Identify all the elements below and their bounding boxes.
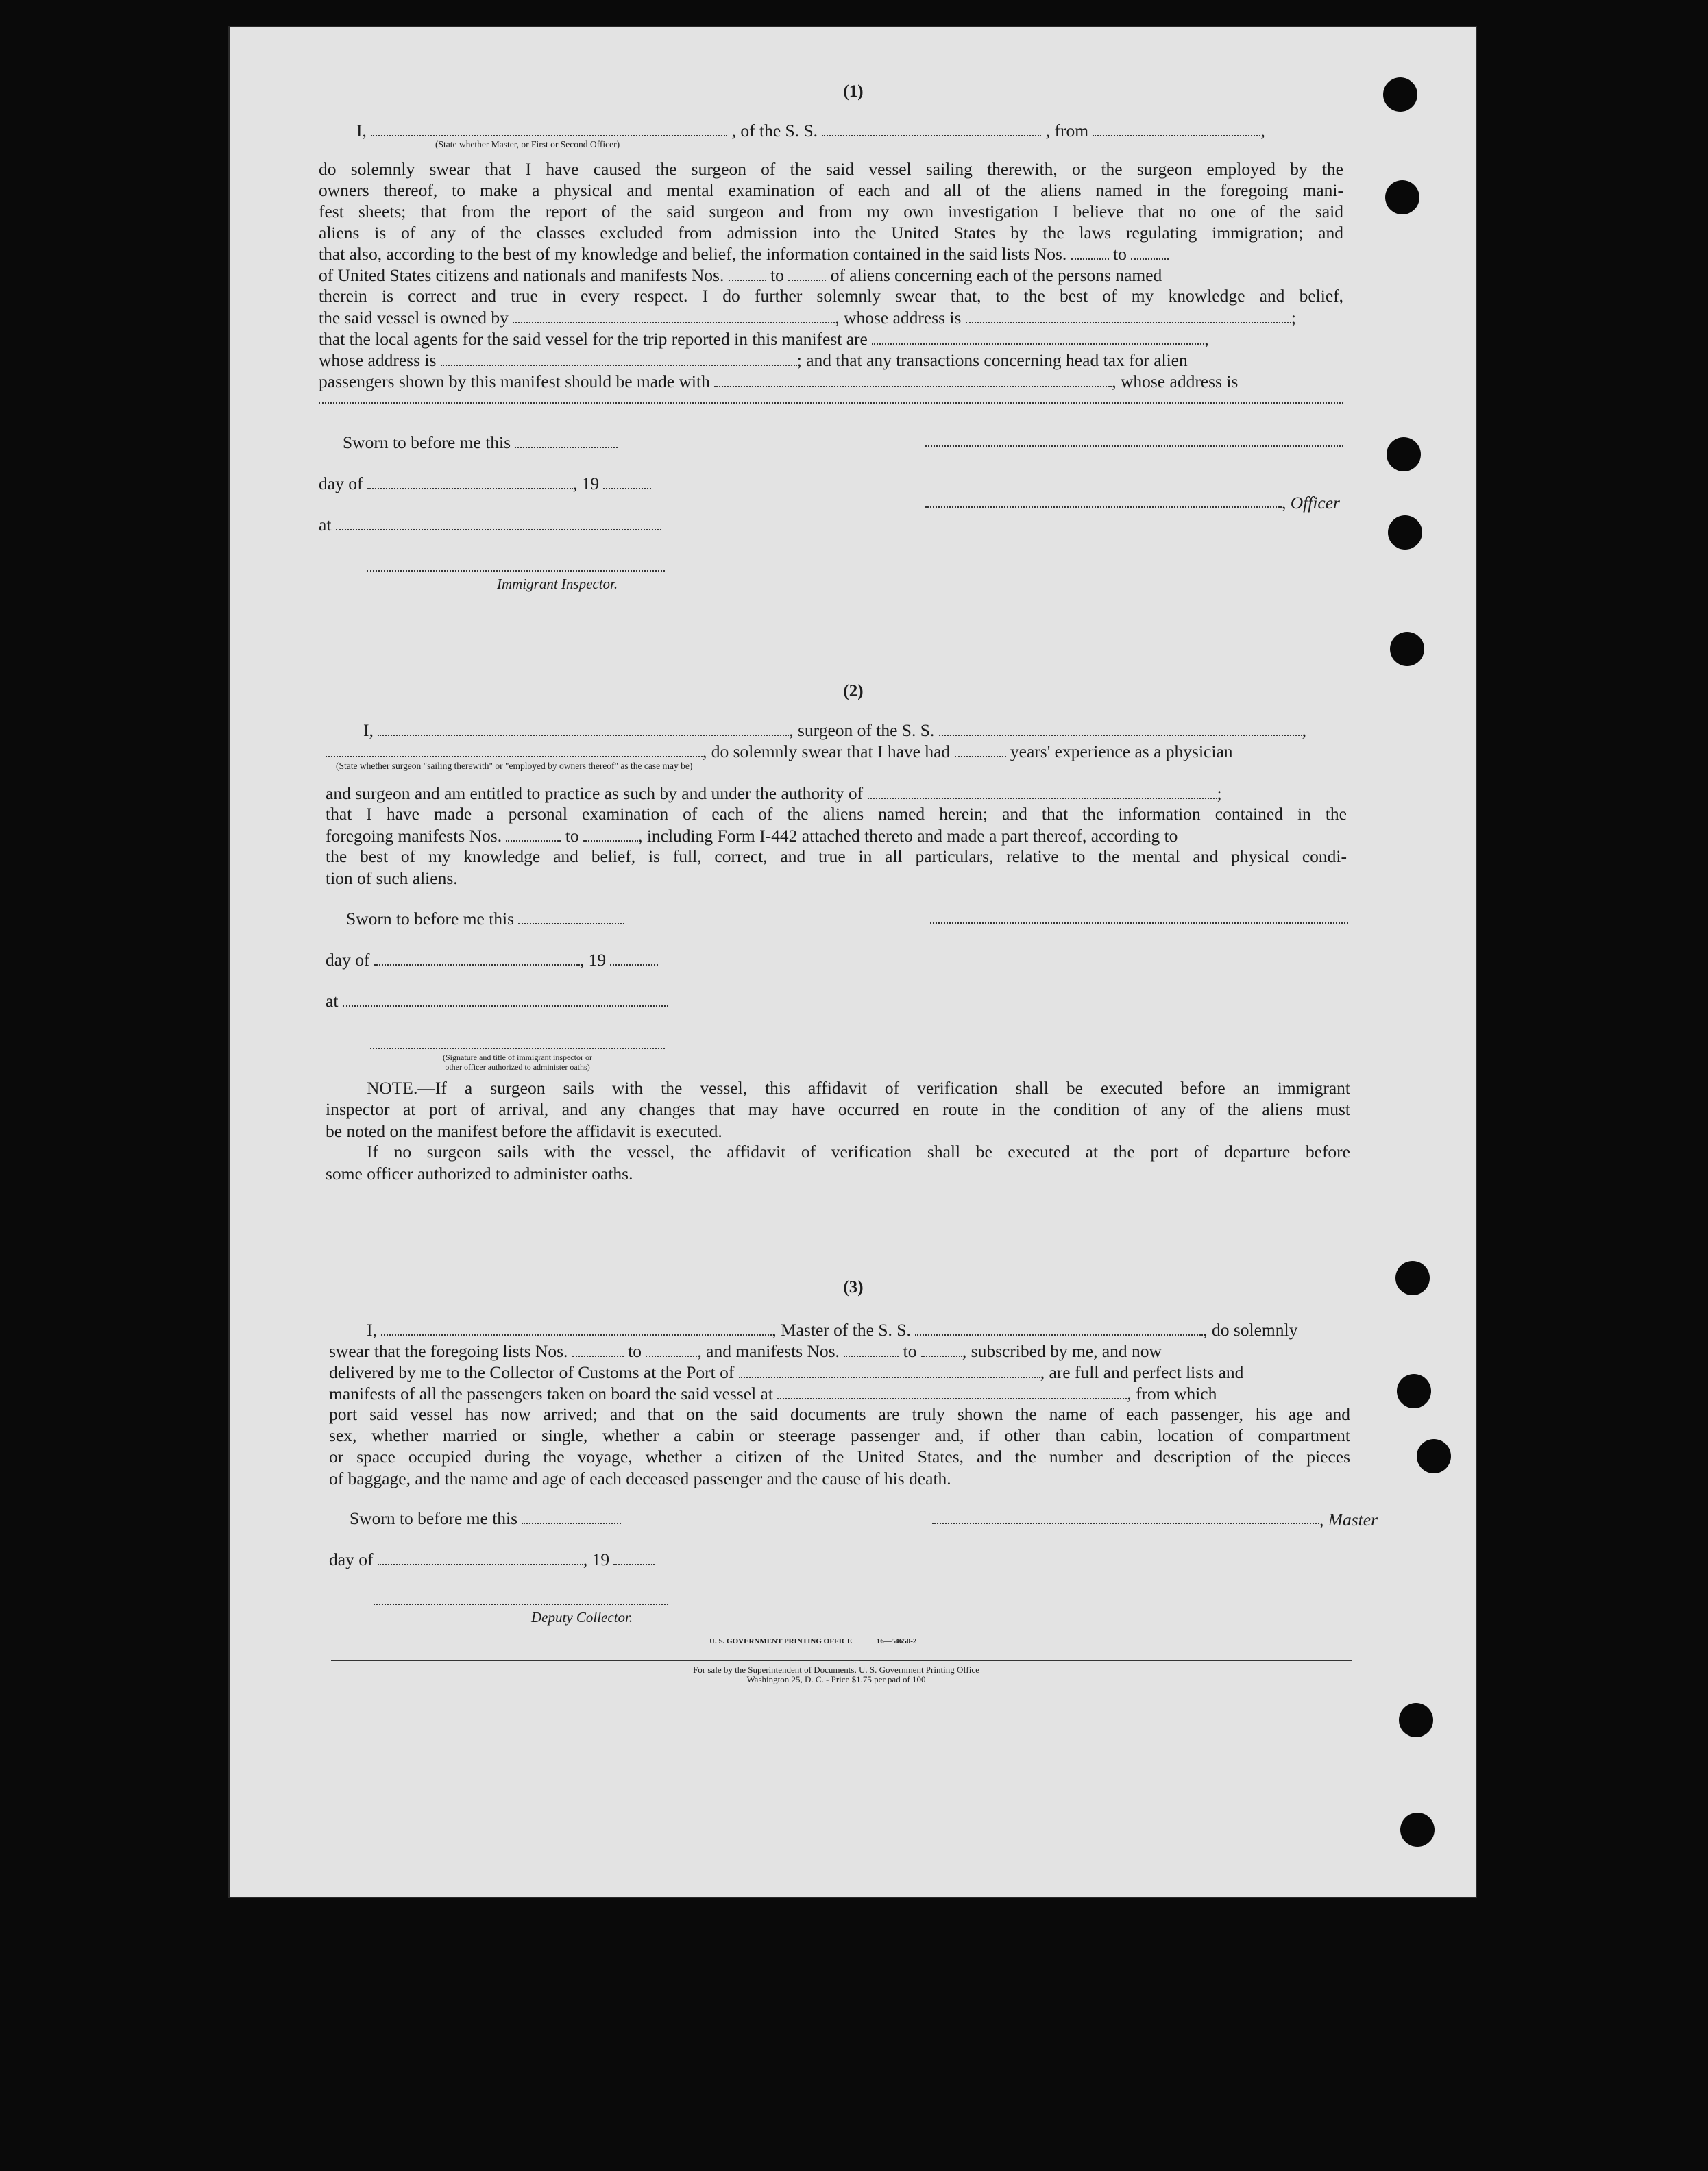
section-1-at-line: at bbox=[319, 514, 661, 535]
at-place-field-2[interactable] bbox=[343, 993, 668, 1007]
section-3-sworn-line: Sworn to before me this bbox=[350, 1508, 621, 1529]
footer-rule bbox=[331, 1659, 1352, 1661]
vessel-name-field[interactable] bbox=[822, 123, 1041, 136]
citizen-lists-to-field[interactable] bbox=[1131, 246, 1169, 260]
years-experience-field[interactable] bbox=[955, 744, 1006, 757]
master-lists-to-field[interactable] bbox=[646, 1343, 697, 1357]
head-tax-contact-field[interactable] bbox=[714, 373, 1112, 387]
master-signature-line[interactable] bbox=[932, 1521, 1319, 1524]
sworn-date-field-2[interactable] bbox=[518, 911, 624, 924]
master-label: , Master bbox=[1319, 1510, 1378, 1530]
officer-title-line[interactable] bbox=[925, 505, 1282, 508]
citizen-lists-from-field[interactable] bbox=[1071, 246, 1109, 260]
boarding-port-field[interactable] bbox=[777, 1386, 1127, 1399]
master-manifests-from-field[interactable] bbox=[844, 1343, 899, 1357]
punch-hole bbox=[1400, 1813, 1435, 1847]
alien-manifests-to-field[interactable] bbox=[788, 267, 826, 281]
surgeon-status-hint: (State whether surgeon "sailing therewith" or "employed by owners thereof" as the case may be) bbox=[336, 761, 693, 771]
customs-port-field[interactable] bbox=[739, 1364, 1040, 1378]
surgeon-vessel-field[interactable] bbox=[939, 722, 1302, 736]
section-2-sworn-line: Sworn to before me this bbox=[346, 908, 624, 929]
punch-hole bbox=[1399, 1703, 1433, 1737]
surgeon-status-field[interactable] bbox=[326, 744, 703, 757]
punch-hole bbox=[1397, 1374, 1431, 1408]
punch-hole bbox=[1387, 437, 1421, 471]
officer-signature-line[interactable] bbox=[925, 444, 1343, 447]
section-1-sworn-line: Sworn to before me this bbox=[343, 432, 618, 453]
section-2-at-line: at bbox=[326, 990, 668, 1011]
officer-rank-hint: (State whether Master, or First or Second Officer) bbox=[435, 139, 620, 149]
day-of-field[interactable] bbox=[367, 476, 573, 489]
manifest-verification-page: (1) I, , of the S. S. , from , (State whether Master, or First or Second Officer) do solemnly swear that I have caused the surgeon of the said vessel sailing therewith, or the surgeon employed by the owners thereof, to make a physical and mental examination of each and all of the aliens named in the foregoing mani- fest sheets; that from the report of the said surgeon and from my own investigation I believe that no one of the said aliens is of any of the classes excluded from admission into the United States by the laws regulating immigration; and that also, according to the best of my knowledge and belief, the information contained in the said lists Nos. to of United States citizens and nationals and manifests Nos. to of aliens concerning each of the persons named therein is correct and true in every respect. I do further solemnly swear that, to the best of my knowledge and belief, the said vessel is owned by , whose address is ; that the local agents for the said vessel for the trip reported in this manifest are , whose address is ; and that any transactions concerning head tax for alien passengers shown by this manifest should be made with , whose address is Sworn to before me this day of , 19 , Officer at Immigrant Inspector. (2) I, , surgeon of the S. S. , , do solemnly swear that I have had years' experience as a physician (State whether surgeon "sailing therewith" or "employed by owners thereof" as the case may be) and surgeon and am entitled to practice as such by and under the authority of ; that I have made a personal examination of each of the aliens named herein; and that the information contained in the foregoing manifests Nos. to , including Form I-442 attached thereto and made a part thereof, according to the best of my knowledge and belief, is full, correct, and true in all particulars, relative to the mental and physical condi- tion of such aliens. Sworn to before me this day of , 19 at (Signature and title of immigrant inspector or other officer authorized to administer oaths) NOTE.—If a surgeon sails with the vessel, this affidavit of verification shall be executed before an immigrant inspector at port of arrival, and any changes that may have occurred en route in the condition of any of the aliens must be noted on the manifest before the affidavit is executed. If no surgeon sails with the vessel, the affidavit of verification shall be executed at the port of departure before some officer authorized to administer oaths. (3) I, , Master of the S. S. , do solemnly swear that the foregoing lists Nos. to , and manifests Nos. to , subscribed by me, and now delivered by me to the Collector of Customs at the Port of , are full and perfect lists and manifests of all the passengers taken on board the said vessel at , from which port said vessel has now arrived; and that on the said documents are truly shown the name of each passenger, his age and sex, whether married or single, whether a cabin or steerage passenger and, if other than cabin, location of compartment or space occupied during the voyage, whether a citizen of the United States, and the number and description of the pieces of baggage, and the name and age of each deceased passenger and the cause of his death. Sworn to before me this , Master day of , 19 Deputy Collector. U. S. GOVERNMENT PRINTING OFFICE 16—54650-2 For sale by the Superintendent of Documents, U. S. Government Printing Office Washington 25, D. C. - Price $1.75 per pad of 100 bbox=[230, 27, 1476, 1897]
day-of-field-2[interactable] bbox=[374, 952, 580, 966]
punch-hole bbox=[1417, 1439, 1451, 1473]
master-manifests-to-field[interactable] bbox=[921, 1343, 962, 1357]
deputy-collector-signature-line[interactable] bbox=[374, 1602, 668, 1605]
surgeon-manifests-from-field[interactable] bbox=[506, 828, 561, 842]
head-tax-address-field[interactable] bbox=[319, 401, 1343, 404]
section-3-day-line: day of , 19 bbox=[329, 1549, 655, 1570]
departure-port-field[interactable] bbox=[1093, 123, 1260, 136]
practice-authority-field[interactable] bbox=[868, 785, 1217, 799]
section-3-heading: (3) bbox=[843, 1278, 864, 1297]
immigrant-inspector-signature-line[interactable] bbox=[367, 569, 665, 572]
section-2-day-line: day of , 19 bbox=[326, 949, 658, 970]
master-vessel-field[interactable] bbox=[915, 1322, 1203, 1336]
officer-label: , Officer bbox=[1282, 493, 1340, 513]
section-1-day-line: day of , 19 bbox=[319, 473, 651, 494]
year-field[interactable] bbox=[603, 476, 651, 489]
surgeon-signature-line[interactable] bbox=[930, 921, 1348, 924]
immigrant-inspector-label: Immigrant Inspector. bbox=[497, 576, 618, 592]
punch-hole bbox=[1390, 632, 1424, 666]
sworn-date-field-3[interactable] bbox=[522, 1510, 621, 1524]
inspector-signature-line[interactable] bbox=[370, 1046, 665, 1049]
surgeon-name-field[interactable] bbox=[378, 722, 789, 736]
punch-hole bbox=[1395, 1261, 1430, 1295]
surgeon-manifests-to-field[interactable] bbox=[583, 828, 638, 842]
alien-manifests-from-field[interactable] bbox=[729, 267, 766, 281]
section-2-heading: (2) bbox=[843, 682, 864, 700]
punch-hole bbox=[1385, 180, 1419, 214]
owner-address-field[interactable] bbox=[966, 310, 1291, 323]
section-3-opening-line: I, , Master of the S. S. , do solemnly bbox=[367, 1320, 1298, 1340]
year-field-2[interactable] bbox=[610, 952, 658, 966]
section-1-opening-line: I, , of the S. S. , from , bbox=[356, 121, 1265, 140]
gpo-imprint: U. S. GOVERNMENT PRINTING OFFICE 16—54650-2 bbox=[709, 1637, 917, 1645]
local-agents-field[interactable] bbox=[872, 331, 1204, 345]
deputy-collector-label: Deputy Collector. bbox=[531, 1609, 633, 1626]
signature-title-hint: (Signature and title of immigrant inspector or other officer authorized to administer oaths) bbox=[443, 1053, 592, 1072]
year-field-3[interactable] bbox=[613, 1551, 655, 1565]
punch-hole bbox=[1388, 515, 1422, 550]
section-1-heading: (1) bbox=[843, 82, 864, 101]
section-2-opening-line: I, , surgeon of the S. S. , bbox=[363, 720, 1307, 740]
master-lists-from-field[interactable] bbox=[572, 1343, 624, 1357]
master-name-field[interactable] bbox=[381, 1322, 772, 1336]
sale-notice: For sale by the Superintendent of Documents, U. S. Government Printing Office Washington 25, D. C. - Price $1.75 per pad of 100 bbox=[693, 1665, 979, 1684]
day-of-field-3[interactable] bbox=[378, 1551, 583, 1565]
at-place-field[interactable] bbox=[336, 517, 661, 530]
officer-name-field[interactable] bbox=[371, 123, 727, 136]
vessel-owner-field[interactable] bbox=[513, 310, 835, 323]
punch-hole bbox=[1383, 77, 1417, 112]
sworn-date-field[interactable] bbox=[515, 434, 618, 448]
agents-address-field[interactable] bbox=[441, 352, 797, 366]
